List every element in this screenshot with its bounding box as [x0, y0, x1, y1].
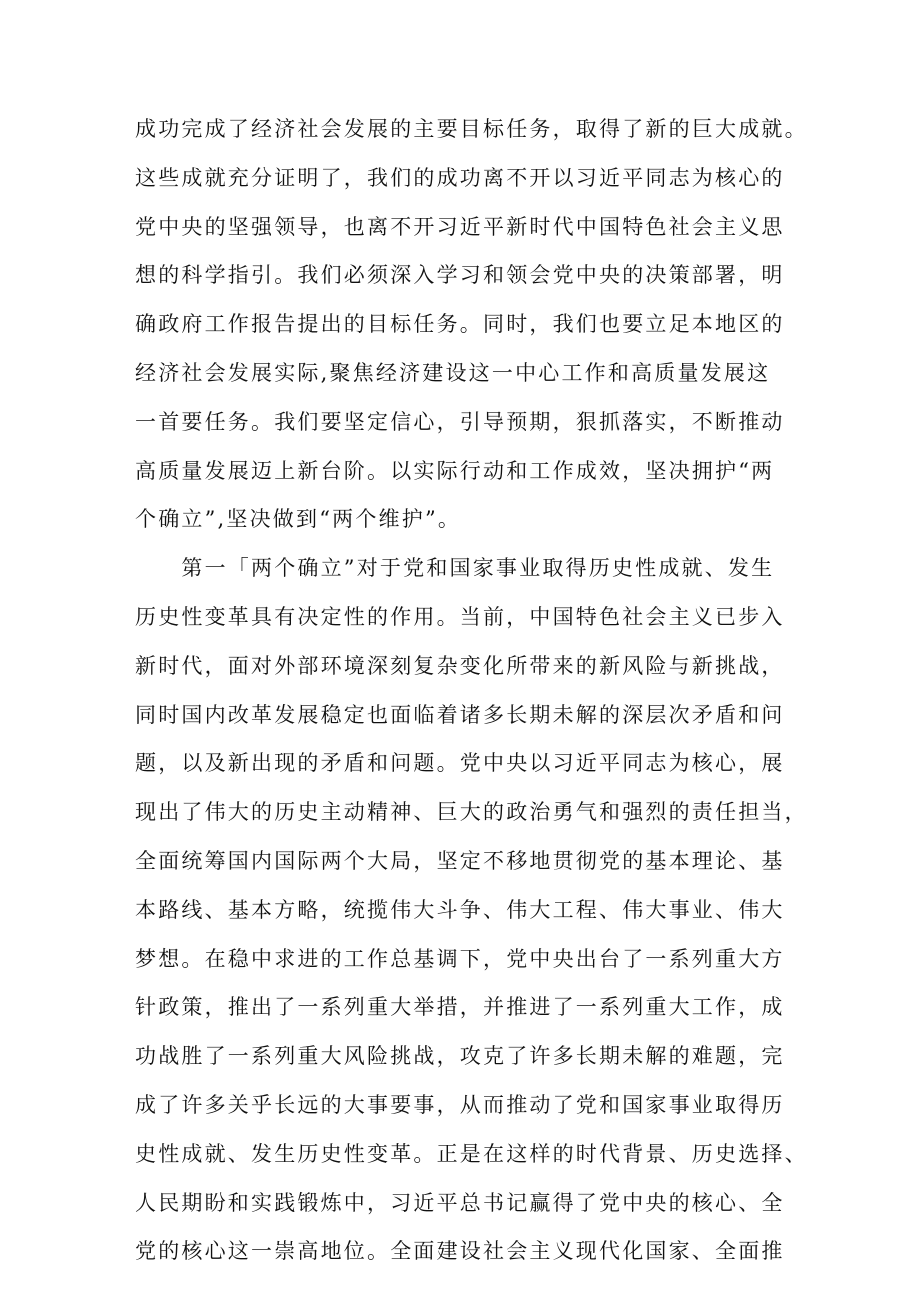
text-line: 这些成就充分证明了，我们的成功离不开以习近平同志为核心的 — [135, 165, 785, 190]
text-line: 新时代，面对外部环境深刻复杂变化所带来的新风险与新挑战， — [135, 653, 785, 678]
text-line: 确政府工作报告提出的目标任务。同时，我们也要立足本地区的 — [135, 312, 785, 337]
text-line: 第一「两个确立”对于党和国家事业取得历史性成就、发生 — [135, 556, 775, 581]
text-line: 梦想。在稳中求进的工作总基调下，党中央出台了一系列重大方 — [135, 946, 785, 971]
text-line: 本路线、基本方略，统揽伟大斗争、伟大工程、伟大事业、伟大 — [135, 897, 785, 922]
text-line: 历史性变革具有决定性的作用。当前，中国特色社会主义已步入 — [135, 604, 785, 629]
text-line: 人民期盼和实践锻炼中，习近平总书记赢得了党中央的核心、全 — [135, 1190, 785, 1215]
text-line: 高质量发展迈上新台阶。以实际行动和工作成效，坚决拥护“两 — [135, 458, 775, 483]
text-line: 题，以及新出现的矛盾和问题。党中央以习近平同志为核心，展 — [135, 751, 785, 776]
text-line: 党中央的坚强领导，也离不开习近平新时代中国特色社会主义思 — [135, 214, 785, 239]
text-line: 全面统筹国内国际两个大局，坚定不移地贯彻党的基本理论、基 — [135, 848, 785, 873]
text-line: 同时国内改革发展稳定也面临着诸多长期未解的深层次矛盾和问 — [135, 702, 785, 727]
text-line: 成功完成了经济社会发展的主要目标任务，取得了新的巨大成就。 — [135, 117, 808, 141]
text-line: 针政策，推出了一系列重大举措，并推进了一系列重大工作，成 — [135, 995, 785, 1020]
text-line: 党的核心这一崇高地位。全面建设社会主义现代化国家、全面推 — [135, 1239, 785, 1264]
text-line: 功战胜了一系列重大风险挑战，攻克了许多长期未解的难题，完 — [135, 1044, 785, 1069]
text-line: 成了许多关乎长远的大事要事，从而推动了党和国家事业取得历 — [135, 1092, 785, 1117]
text-line: 个确立”,坚决做到“两个维护”。 — [135, 507, 462, 532]
text-line: 经济社会发展实际,聚焦经济建设这一中心工作和高质量发展这 — [135, 360, 771, 385]
body-text — [135, 105, 808, 1276]
text-line: 一首要任务。我们要坚定信心，引导预期，狠抓落实，不断推动 — [135, 409, 785, 434]
text-line: 史性成就、发生历史性变革。正是在这样的时代背景、历史选择、 — [135, 1141, 808, 1166]
text-line: 现出了伟大的历史主动精神、巨大的政治勇气和强烈的责任担当， — [135, 800, 808, 825]
text-line: 想的科学指引。我们必须深入学习和领会党中央的决策部署，明 — [135, 263, 785, 288]
